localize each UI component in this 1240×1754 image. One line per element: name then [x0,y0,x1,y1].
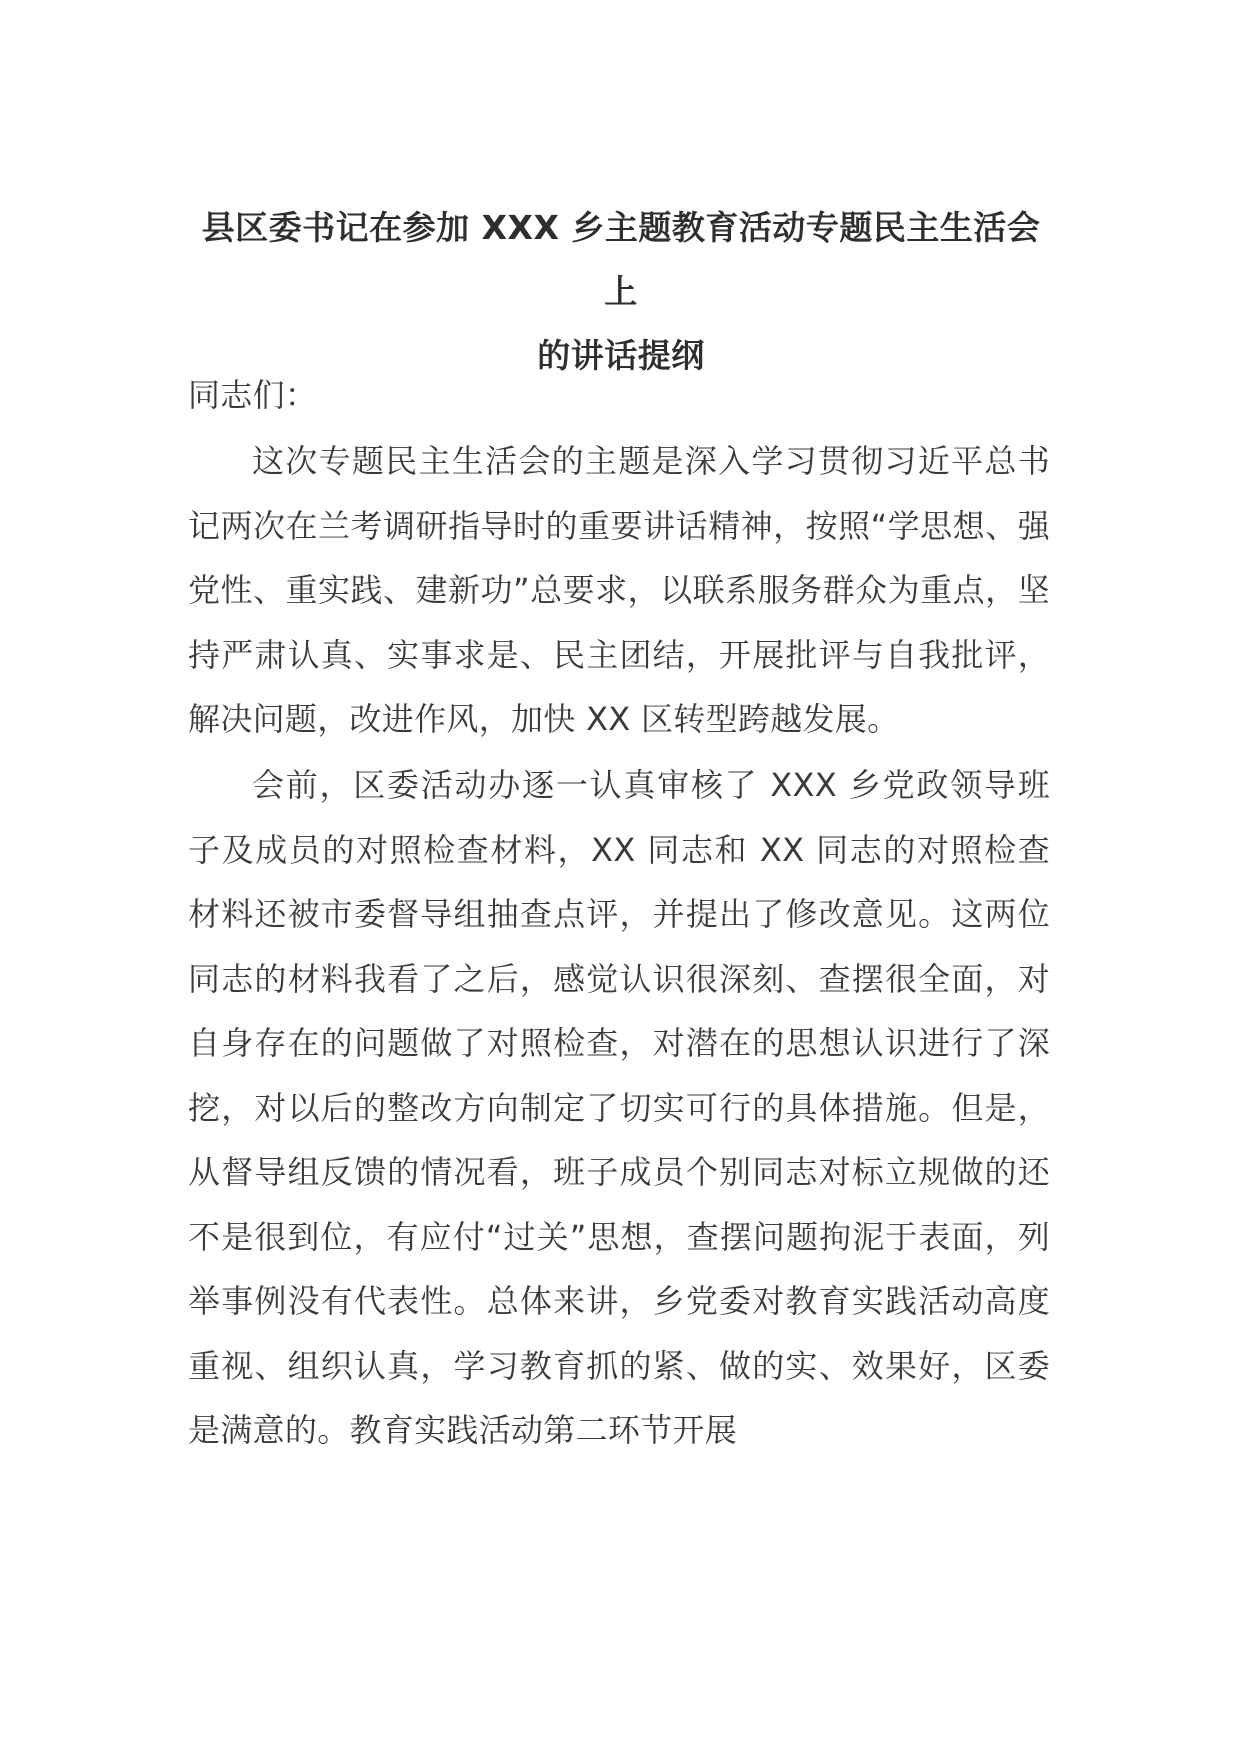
paragraph-2: 会前，区委活动办逐一认真审核了 XXX 乡党政领导班子及成员的对照检查材料，XX 同志和 XX 同志的对照检查材料还被市委督导组抽查点评，并提出了修改意见。这两位同志的材料我看了之后，感觉认识很深刻、查摆很全面，对自身存在的问题做了对照检查，对潜在的思想认识进行了深挖，对以后的整改方向制定了切实可行的具体措施。但是，从督导组反馈的情况看，班子成员个别同志对标立规做的还不是很到位，有应付“过关”思想，查摆问题拘泥于表面，列举事例没有代表性。总体来讲，乡党委对教育实践活动高度重视、组织认真，学习教育抓的紧、做的实、效果好，区委是满意的。教育实践活动第二环节开展 [188,766,1050,1449]
document-title [190,196,1052,388]
title-line-2: 的讲话提纲 [537,336,705,375]
document-body [188,363,1050,1464]
paragraph-1: 这次专题民主生活会的主题是深入学习贯彻习近平总书记两次在兰考调研指导时的重要讲话精神，按照“学思想、强党性、重实践、建新功”总要求，以联系服务群众为重点，坚持严肃认真、实事求是、民主团结，开展批评与自我批评，解决问题，改进作风，加快 XX 区转型跨越发展。 [188,442,1050,738]
salutation: 同志们： [188,376,318,414]
title-line-1: 县区委书记在参加 XXX 乡主题教育活动专题民主生活会上 [201,208,1041,311]
